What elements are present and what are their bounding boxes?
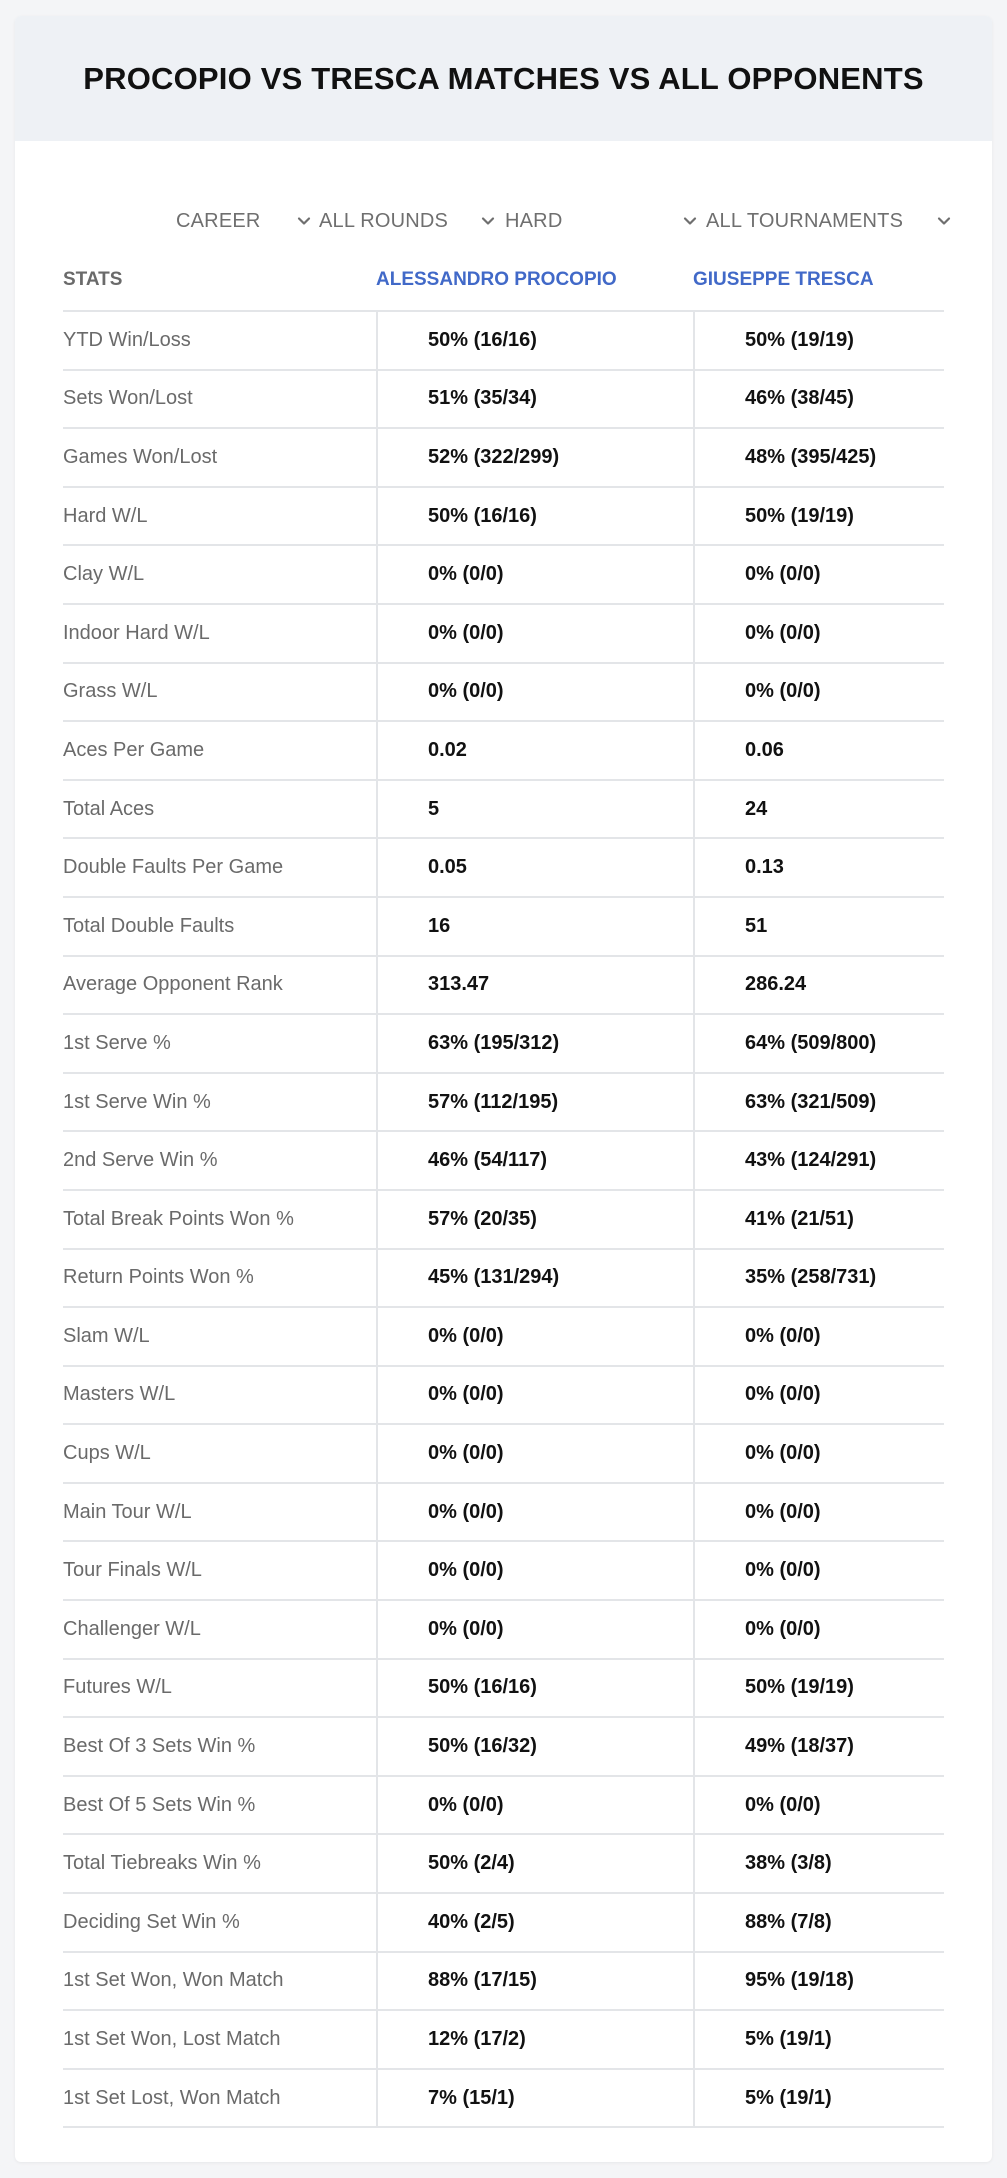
player-two-value: 46% (38/45) (693, 371, 944, 428)
table-row (63, 1250, 944, 1309)
chevron-down-icon (682, 213, 698, 229)
player-two-value: 0% (0/0) (693, 1542, 944, 1599)
player-two-value: 0% (0/0) (693, 1308, 944, 1365)
stat-label: Deciding Set Win % (63, 1910, 240, 1933)
player-two-value: 64% (509/800) (693, 1015, 944, 1072)
filter-career-select[interactable] (176, 191, 316, 251)
player-one-value: 7% (15/1) (376, 2070, 693, 2127)
player-one-value: 313.47 (376, 957, 693, 1014)
card-header (15, 16, 992, 141)
stats-table (63, 251, 944, 2128)
player-two-value: 50% (19/19) (693, 488, 944, 545)
player-one-value: 50% (16/32) (376, 1718, 693, 1775)
player-two-value: 0% (0/0) (693, 1601, 944, 1658)
player-two-value: 5% (19/1) (693, 2070, 944, 2127)
table-row (63, 1542, 944, 1601)
player-one-value: 0% (0/0) (376, 1425, 693, 1482)
stat-label: Tour Finals W/L (63, 1559, 202, 1582)
player-two-value: 95% (19/18) (693, 1953, 944, 2010)
chevron-down-icon (936, 213, 952, 229)
stat-label: Futures W/L (63, 1676, 172, 1699)
filter-rounds-select[interactable] (319, 191, 499, 251)
stat-label: 1st Set Won, Won Match (63, 1969, 284, 1992)
stat-label: Slam W/L (63, 1324, 150, 1347)
column-header-player-two[interactable]: GIUSEPPE TRESCA (693, 269, 874, 290)
stat-label: Grass W/L (63, 680, 158, 703)
table-row (63, 664, 944, 723)
player-one-value: 5 (376, 781, 693, 838)
stat-label: Hard W/L (63, 504, 148, 527)
stat-label: 1st Serve % (63, 1031, 171, 1054)
stat-label: Clay W/L (63, 563, 145, 586)
filter-label: CAREER (176, 209, 261, 232)
player-two-value: 5% (19/1) (693, 2011, 944, 2068)
filter-surface-select[interactable] (505, 191, 705, 251)
table-row (63, 312, 944, 371)
stat-label: Best Of 5 Sets Win % (63, 1793, 256, 1816)
table-row (63, 2070, 944, 2129)
table-row (63, 429, 944, 488)
filter-bar (15, 191, 992, 251)
stat-label: Double Faults Per Game (63, 856, 284, 879)
player-one-value: 16 (376, 898, 693, 955)
stat-label: Main Tour W/L (63, 1500, 192, 1523)
filter-label: ALL TOURNAMENTS (706, 209, 904, 232)
player-two-value: 286.24 (693, 957, 944, 1014)
stat-label: Total Tiebreaks Win % (63, 1852, 261, 1875)
player-one-value: 50% (2/4) (376, 1835, 693, 1892)
stat-label: Cups W/L (63, 1442, 151, 1465)
player-two-value: 43% (124/291) (693, 1132, 944, 1189)
table-row (63, 371, 944, 430)
table-row (63, 1835, 944, 1894)
player-one-value: 0% (0/0) (376, 1601, 693, 1658)
player-two-value: 63% (321/509) (693, 1074, 944, 1131)
stat-label: 1st Serve Win % (63, 1090, 211, 1113)
player-two-value: 38% (3/8) (693, 1835, 944, 1892)
table-row (63, 1484, 944, 1543)
stat-label: Aces Per Game (63, 738, 205, 761)
table-row (63, 1367, 944, 1426)
table-row (63, 1953, 944, 2012)
player-two-value: 0% (0/0) (693, 1425, 944, 1482)
stat-label: Masters W/L (63, 1383, 176, 1406)
stat-label: Return Points Won % (63, 1266, 254, 1289)
player-one-value: 57% (112/195) (376, 1074, 693, 1131)
table-row (63, 1894, 944, 1953)
column-header-stats: STATS (63, 269, 123, 290)
player-two-value: 0.13 (693, 839, 944, 896)
player-one-value: 46% (54/117) (376, 1132, 693, 1189)
table-row (63, 1777, 944, 1836)
stat-label: Sets Won/Lost (63, 387, 193, 410)
player-two-value: 50% (19/19) (693, 312, 944, 369)
table-header-row (63, 251, 944, 312)
stat-label: Average Opponent Rank (63, 973, 283, 996)
player-two-value: 24 (693, 781, 944, 838)
player-two-value: 51 (693, 898, 944, 955)
player-two-value: 0% (0/0) (693, 546, 944, 603)
player-two-value: 48% (395/425) (693, 429, 944, 486)
table-row (63, 1718, 944, 1777)
table-row (63, 605, 944, 664)
player-one-value: 0% (0/0) (376, 1542, 693, 1599)
table-row (63, 781, 944, 840)
table-row (63, 1308, 944, 1367)
player-one-value: 0.02 (376, 722, 693, 779)
player-one-value: 0% (0/0) (376, 546, 693, 603)
page-title: PROCOPIO VS TRESCA MATCHES VS ALL OPPONENTS (83, 60, 924, 96)
player-one-value: 50% (16/16) (376, 488, 693, 545)
table-row (63, 1132, 944, 1191)
table-row (63, 1601, 944, 1660)
player-two-value: 41% (21/51) (693, 1191, 944, 1248)
table-row (63, 546, 944, 605)
chevron-down-icon (480, 213, 496, 229)
table-row (63, 1015, 944, 1074)
filter-label: HARD (505, 209, 563, 232)
filter-tournaments-select[interactable] (706, 191, 956, 251)
stat-label: 1st Set Won, Lost Match (63, 2028, 281, 2051)
player-one-value: 88% (17/15) (376, 1953, 693, 2010)
stat-label: Best Of 3 Sets Win % (63, 1735, 256, 1758)
player-one-value: 0% (0/0) (376, 664, 693, 721)
player-two-value: 0% (0/0) (693, 605, 944, 662)
chevron-down-icon (296, 213, 312, 229)
table-row (63, 488, 944, 547)
stat-label: Games Won/Lost (63, 445, 218, 468)
player-one-value: 0% (0/0) (376, 605, 693, 662)
stat-label: Indoor Hard W/L (63, 621, 210, 644)
table-row (63, 1074, 944, 1133)
player-one-value: 0% (0/0) (376, 1777, 693, 1834)
player-two-value: 0.06 (693, 722, 944, 779)
player-one-value: 12% (17/2) (376, 2011, 693, 2068)
table-row (63, 898, 944, 957)
table-row (63, 722, 944, 781)
player-two-value: 0% (0/0) (693, 664, 944, 721)
player-one-value: 51% (35/34) (376, 371, 693, 428)
table-row (63, 2011, 944, 2070)
player-one-value: 63% (195/312) (376, 1015, 693, 1072)
player-one-value: 52% (322/299) (376, 429, 693, 486)
player-two-value: 0% (0/0) (693, 1777, 944, 1834)
table-row (63, 1191, 944, 1250)
table-row (63, 1660, 944, 1719)
stat-label: Total Break Points Won % (63, 1207, 294, 1230)
player-two-value: 50% (19/19) (693, 1660, 944, 1717)
player-one-value: 57% (20/35) (376, 1191, 693, 1248)
player-one-value: 50% (16/16) (376, 312, 693, 369)
player-one-value: 50% (16/16) (376, 1660, 693, 1717)
table-row (63, 1425, 944, 1484)
stat-label: YTD Win/Loss (63, 328, 191, 351)
player-one-value: 0.05 (376, 839, 693, 896)
stat-label: Total Aces (63, 797, 155, 820)
filter-label: ALL ROUNDS (319, 209, 449, 232)
player-one-value: 45% (131/294) (376, 1250, 693, 1307)
stat-label: Challenger W/L (63, 1617, 201, 1640)
player-two-value: 88% (7/8) (693, 1894, 944, 1951)
player-one-value: 0% (0/0) (376, 1367, 693, 1424)
player-two-value: 35% (258/731) (693, 1250, 944, 1307)
stats-card (15, 16, 992, 2162)
player-two-value: 49% (18/37) (693, 1718, 944, 1775)
column-header-player-one[interactable]: ALESSANDRO PROCOPIO (376, 269, 617, 290)
player-one-value: 40% (2/5) (376, 1894, 693, 1951)
stat-label: 1st Set Lost, Won Match (63, 2086, 281, 2109)
player-one-value: 0% (0/0) (376, 1484, 693, 1541)
player-one-value: 0% (0/0) (376, 1308, 693, 1365)
player-two-value: 0% (0/0) (693, 1484, 944, 1541)
table-row (63, 957, 944, 1016)
table-row (63, 839, 944, 898)
stat-label: Total Double Faults (63, 914, 235, 937)
stat-label: 2nd Serve Win % (63, 1149, 218, 1172)
player-two-value: 0% (0/0) (693, 1367, 944, 1424)
